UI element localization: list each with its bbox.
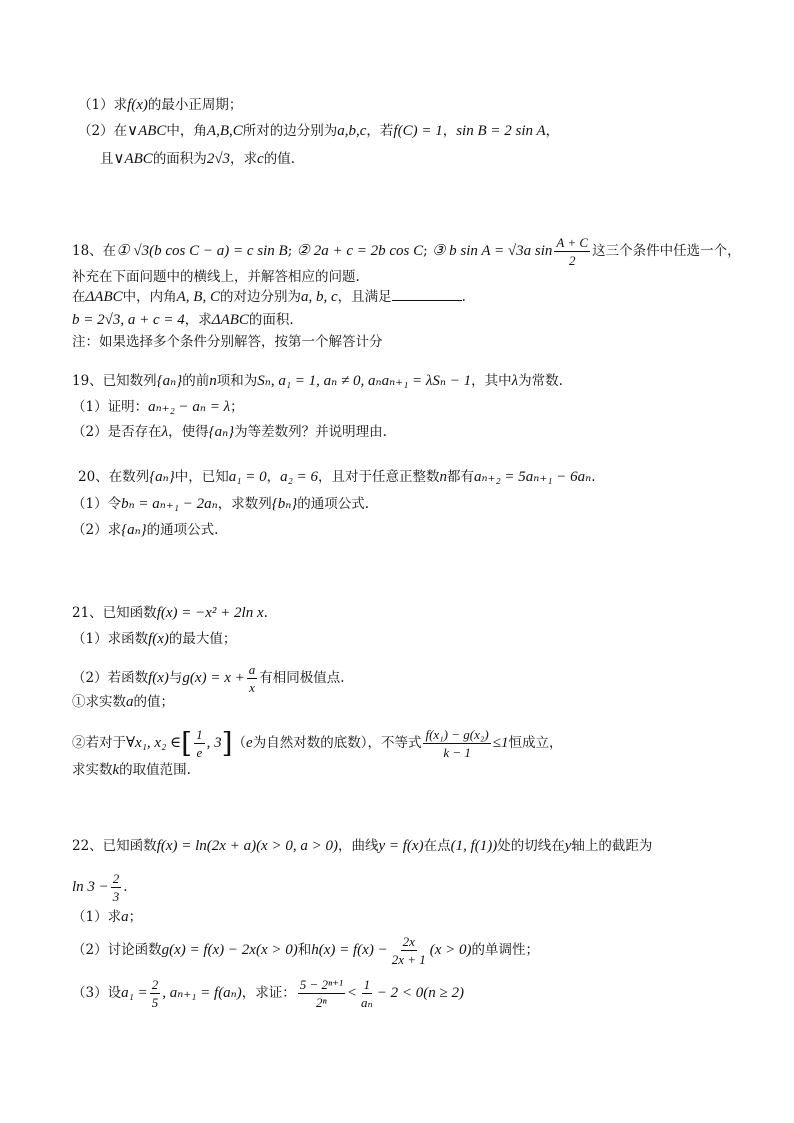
- q22-intercept-fraction: $\frac{2}{3}$: [112, 871, 120, 904]
- q20-part2: （2）求{aₙ}的通项公式.: [72, 522, 219, 538]
- right-bracket: ]: [221, 726, 233, 760]
- q22-line2: ln 3 − $\frac{2}{3}$ .: [72, 871, 128, 904]
- q21-line6: 求实数k的取值范围.: [72, 762, 191, 778]
- q22-part1: （1）求a；: [72, 909, 143, 925]
- q17-part2-cont: 且∨ABC的面积为2√3，求c的值.: [100, 151, 296, 167]
- q18-note: 注：如果选择多个条件分别解答，按第一个解答计分: [72, 334, 383, 350]
- q22-lhs-fraction: $\frac{\text{5 − 2ⁿ⁺¹}}{\text{2ⁿ}}$: [299, 977, 343, 1010]
- q21-part1: （1）求函数f(x)的最大值；: [72, 631, 237, 647]
- q21-part2-1: ①求实数a的值；: [72, 694, 174, 710]
- q18-line3: 在ΔABC中，内角A, B, C的对边分别为a, b, c，且满足 .: [72, 286, 466, 308]
- q19-line1: 19、已知数列{aₙ}的前n项和为Sₙ, a₁ = 1, aₙ ≠ 0, aₙaₙ₊₁ = λSₙ − 1，其中λ为常数.: [72, 373, 563, 389]
- q19-part2: （2）是否存在λ，使得{aₙ}为等差数列？并说明理由.: [72, 424, 387, 440]
- q22-h-fraction: $\frac{2x}{2x + 1}$: [391, 934, 426, 967]
- q22-a1-fraction: $\frac{2}{5}$: [151, 977, 159, 1010]
- q22-part2: （2）讨论函数g(x) = f(x) − 2x(x > 0)和h(x) = f(x) − $\frac{2x}{2x + 1}$ (x > 0)的单调性；: [72, 934, 540, 967]
- q21-line1: 21、已知函数f(x) = −x² + 2ln x.: [72, 605, 268, 621]
- q17-part2: （2）在∨ABC中，角A,B,C所对的边分别为a,b,c，若f(C) = 1，sin B = 2 sin A，: [78, 123, 560, 139]
- q22-line1: 22、已知函数f(x) = ln(2x + a)(x > 0, a > 0)，曲线y = f(x)在点(1, f(1))处的切线在y轴上的截距为: [72, 838, 653, 854]
- q21-part2-2: ②若对于∀x₁, x₂ ∈[ $\frac{1}{e}$ , 3]（e为自然对数的底数），不等式 $\frac{\text{f(x₁) − g(x₂)}}{k - 1}$ ≤1恒成立，: [72, 726, 563, 760]
- q18-line4: b = 2√3, a + c = 4，求ΔABC的面积.: [72, 312, 294, 328]
- q18-line2: 补充在下面问题中的横线上，并解答相应的问题.: [72, 269, 360, 285]
- q19-part1: （1）证明：aₙ₊₂ − aₙ = λ；: [72, 399, 244, 415]
- q18-line1: 18、在① √3(b cos C − a) = c sin B; ② 2a + c = 2b cos C; ③ b sin A = √3a sin $\frac{A + C}{2}$ 这三个条件中任选一个，: [72, 235, 741, 268]
- q22-part3: （3）设a₁ = $\frac{2}{5}$ , aₙ₊₁ = f(aₙ)，求证： $\frac{\text{5 − 2ⁿ⁺¹}}{\text{2ⁿ}}$ < $\frac{1}{\text{aₙ}}$ − 2 < 0(n ≥ 2): [72, 977, 465, 1010]
- q21-interval-fraction: $\frac{1}{e}$: [196, 727, 203, 760]
- left-bracket: [: [181, 726, 193, 760]
- q20-part1: （1）令bₙ = aₙ₊₁ − 2aₙ，求数列{bₙ}的通项公式.: [72, 496, 370, 512]
- q20-line1: 20、在数列{aₙ}中，已知a₁ = 0，a₂ = 6，且对于任意正整数n都有aₙ₊₂ = 5aₙ₊₁ − 6aₙ.: [78, 469, 596, 485]
- q21-part2: （2）若函数f(x)与g(x) = x + $\frac{a}{x}$ 有相同极值点.: [72, 662, 345, 695]
- q22-recip-fraction: $\frac{1}{\text{aₙ}}$: [361, 977, 373, 1010]
- q18-fraction: $\frac{A + C}{2}$: [556, 235, 589, 268]
- q21-ineq-fraction: $\frac{\text{f(x₁) − g(x₂)}}{k - 1}$: [425, 727, 489, 760]
- q17-part1: （1）求f(x)的最小正周期；: [78, 97, 243, 113]
- q21-g-fraction: $\frac{a}{x}$: [248, 662, 256, 695]
- answer-blank[interactable]: [392, 286, 462, 301]
